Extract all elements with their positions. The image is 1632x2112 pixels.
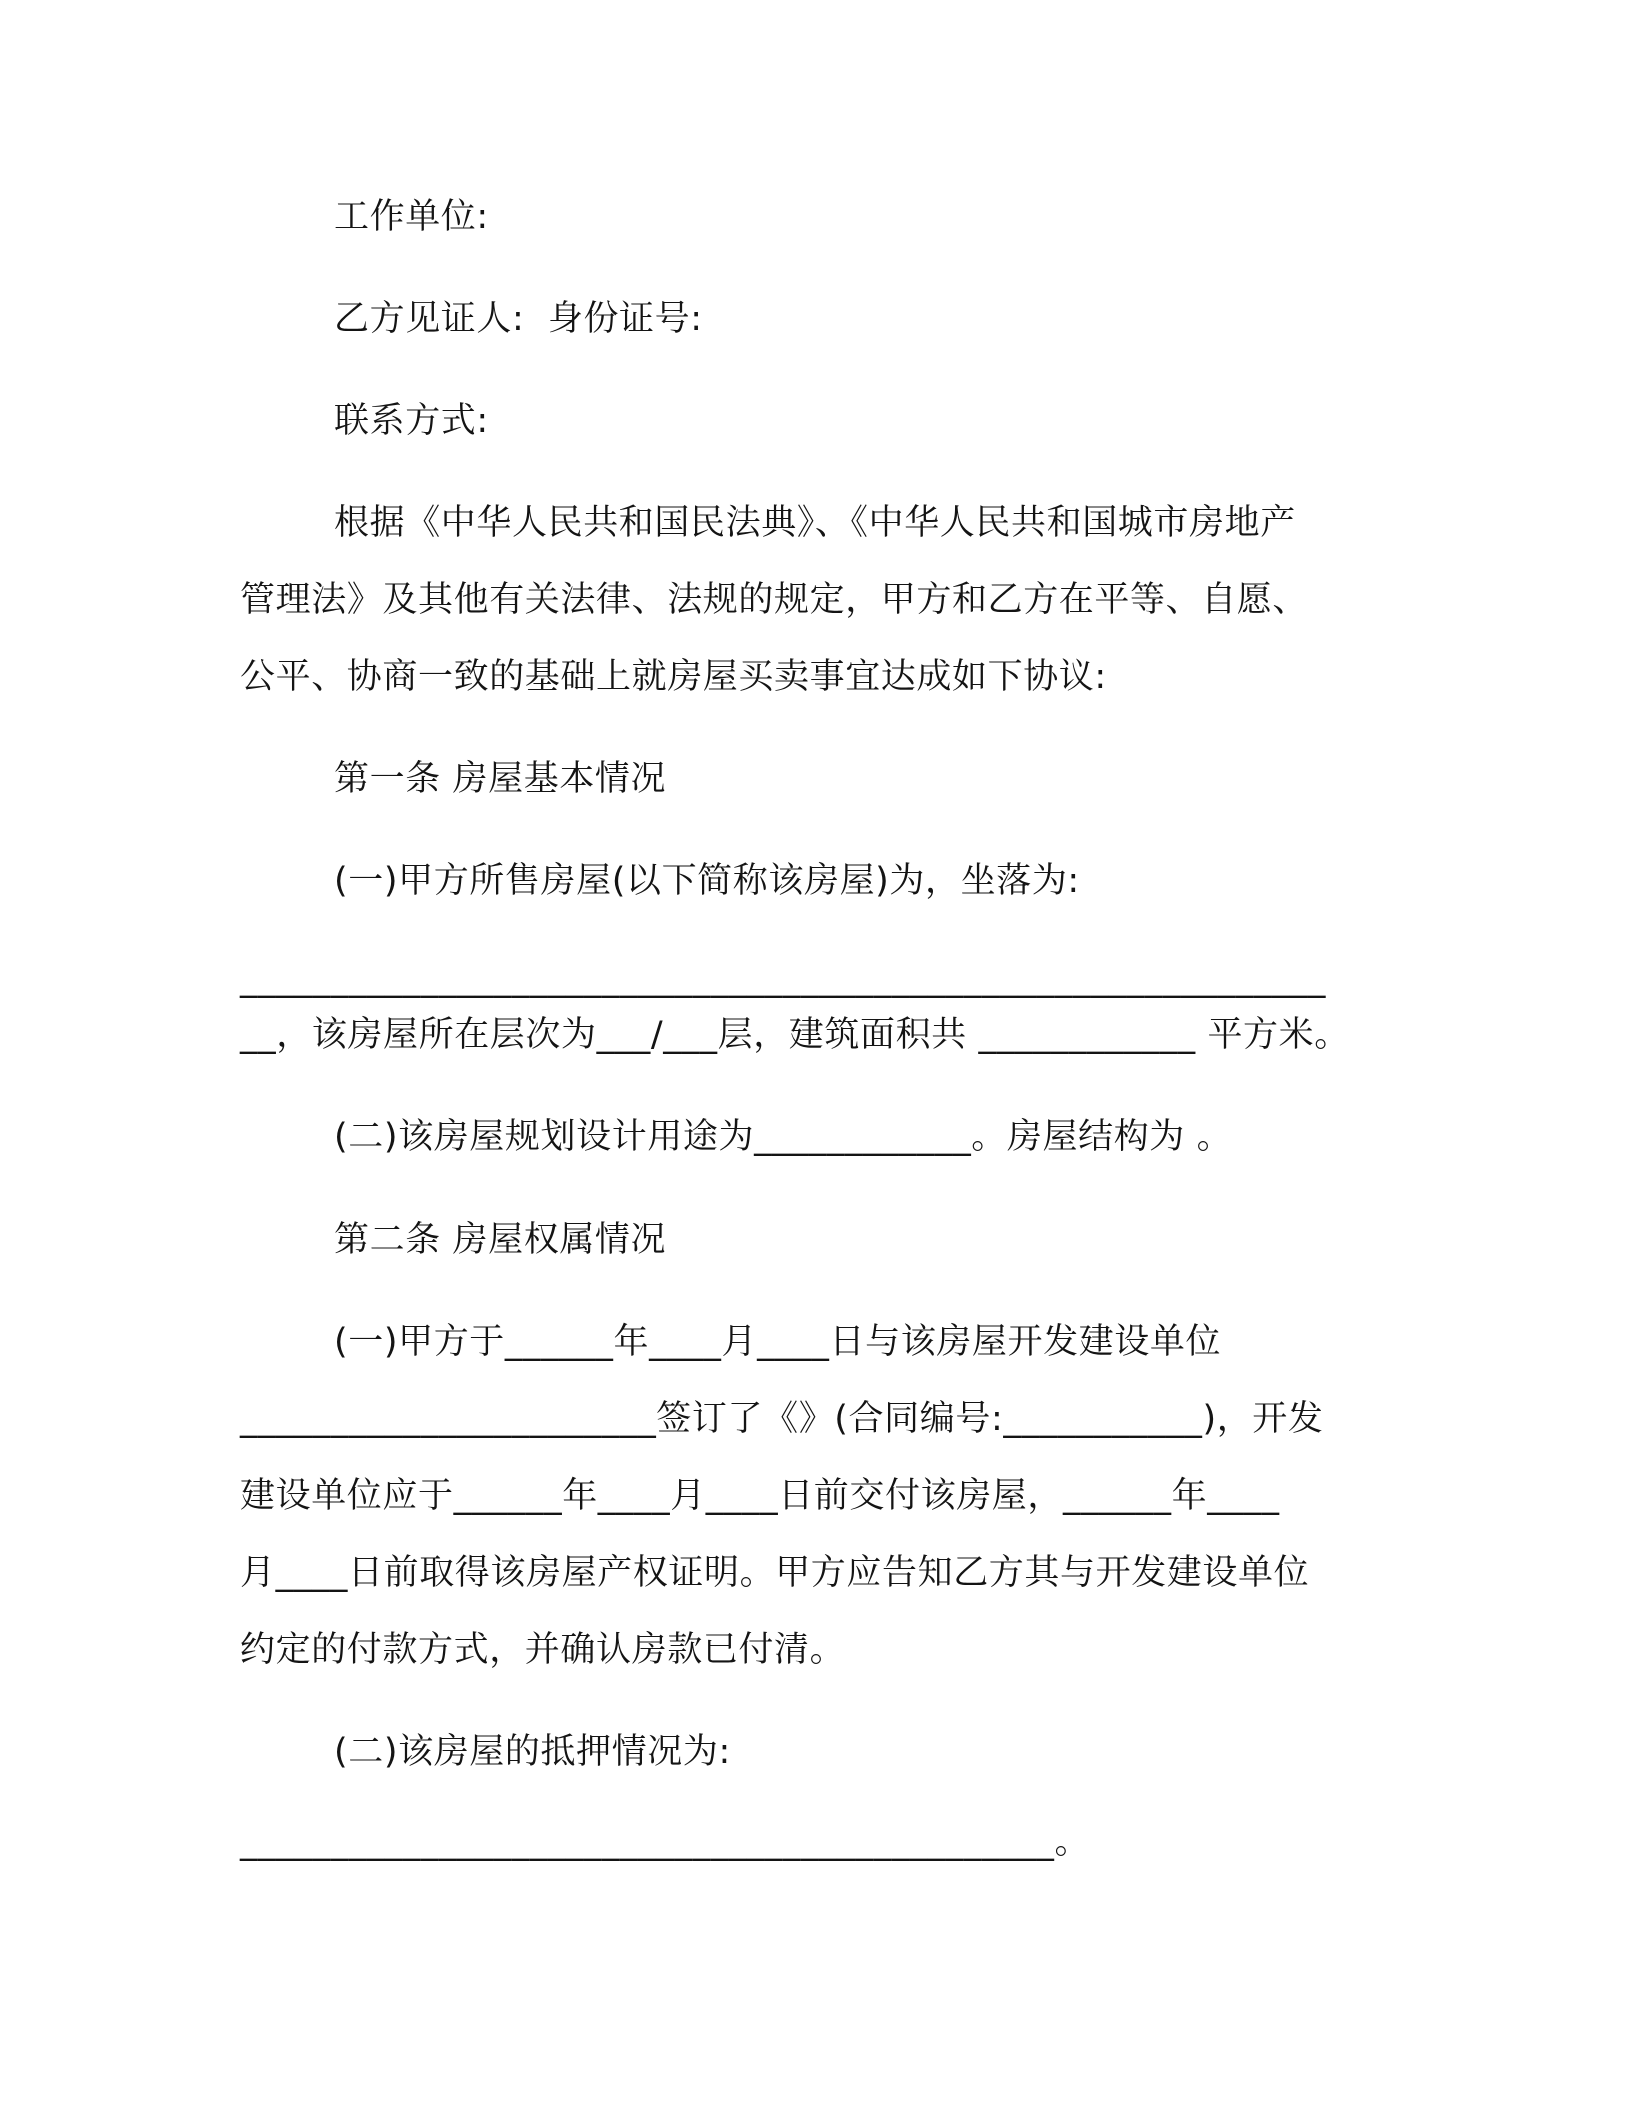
preamble-line-2: 管理法》及其他有关法律、法规的规定，甲方和乙方在平等、自愿、 bbox=[240, 580, 1309, 620]
witness-id-line: 乙方见证人: 身份证号: bbox=[334, 299, 703, 339]
article-1-item-1-line-3: __，该房屋所在层次为___/___层，建筑面积共 ____________ 平方米。 bbox=[240, 1015, 1350, 1055]
article-2-item-1-line-5: 约定的付款方式，并确认房款已付清。 bbox=[240, 1630, 846, 1670]
work-unit-label: 工作单位: bbox=[334, 197, 489, 237]
preamble-line-3: 公平、协商一致的基础上就房屋买卖事宜达成如下协议: bbox=[240, 657, 1107, 697]
article-2-item-1-line-1: (一)甲方于______年____月____日与该房屋开发建设单位 bbox=[334, 1322, 1222, 1362]
preamble-line-1: 根据《中华人民共和国民法典》、《中华人民共和国城市房地产 bbox=[334, 503, 1296, 543]
article-2-item-1-line-3: 建设单位应于______年____月____日前交付该房屋，______年____ bbox=[240, 1476, 1280, 1516]
article-2-item-2-line-1: (二)该房屋的抵押情况为: bbox=[334, 1732, 731, 1772]
contact-label: 联系方式: bbox=[334, 401, 489, 441]
article-2-title: 第二条 房屋权属情况 bbox=[334, 1220, 667, 1260]
article-1-item-1-line-1: (一)甲方所售房屋(以下简称该房屋)为，坐落为: bbox=[334, 861, 1080, 901]
article-1-title: 第一条 房屋基本情况 bbox=[334, 759, 667, 799]
article-2-item-1-line-4: 月____日前取得该房屋产权证明。甲方应告知乙方其与开发建设单位 bbox=[240, 1553, 1310, 1593]
article-2-item-2-line-2: _____________________________________________。 bbox=[240, 1822, 1091, 1862]
article-1-item-2: (二)该房屋规划设计用途为____________。房屋结构为 。 bbox=[334, 1117, 1233, 1157]
article-1-item-1-line-2: ____________________________________________________________ bbox=[240, 959, 1326, 999]
article-2-item-1-line-2: _______________________签订了《》(合同编号:___________)，开发 bbox=[240, 1399, 1324, 1439]
